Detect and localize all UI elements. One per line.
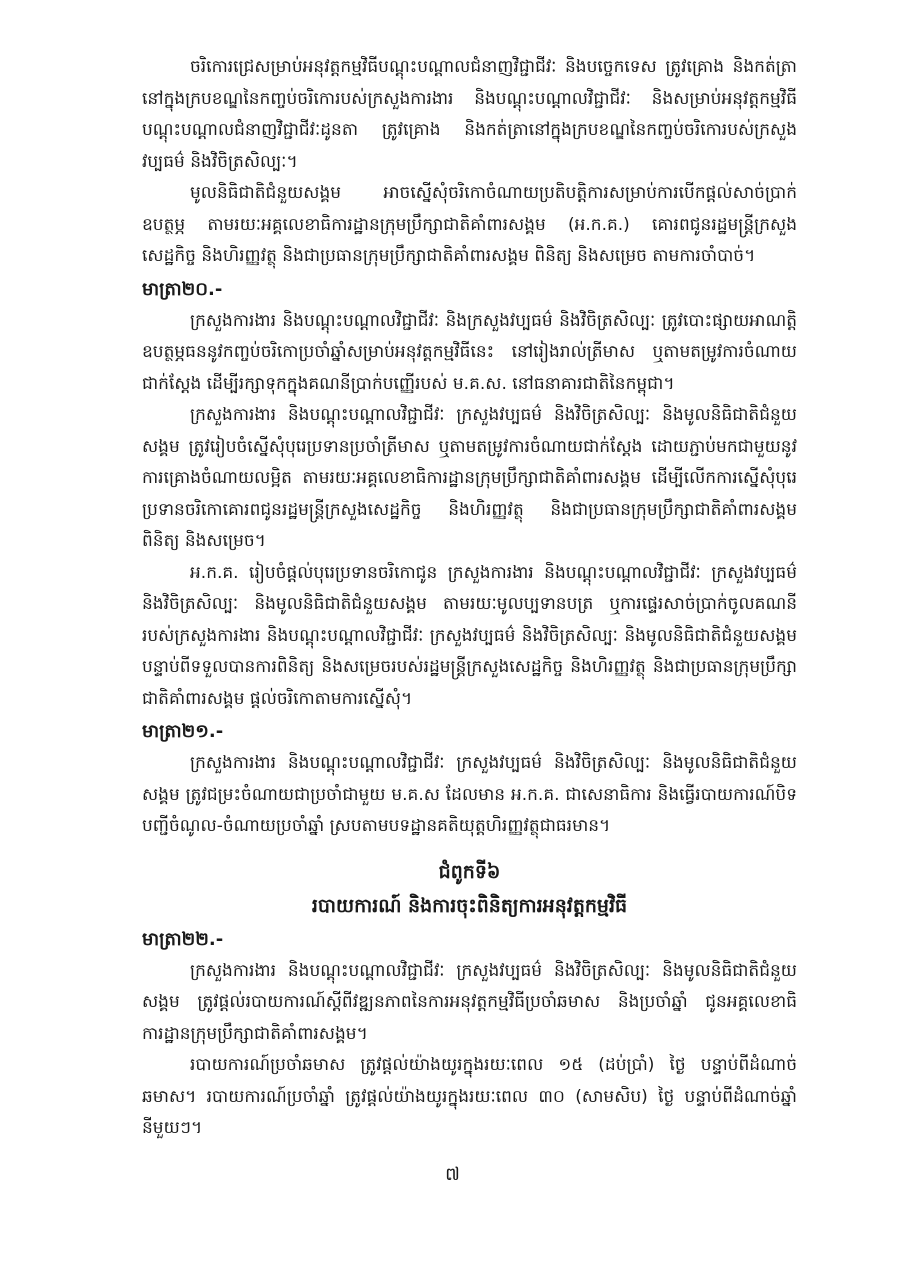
article-21-paragraph-1: ក្រសួងការងារ និងបណ្ដុះបណ្ដាលវិជ្ជាជីវៈ ក្រសួងវប្បធម៌ និងវិចិត្រសិល្បៈ និងមូលនិធិជាតិជំនួយសង្គម ត្រូវជម្រះចំណាយជាប្រចាំជាមួយ ម.គ.ស ដែលមាន អ.ក.គ. ជាសេនាធិការ និងធ្វើរបាយការណ៍បិទបញ្ជីចំណូល-ចំណាយប្រចាំឆ្នាំ ស្របតាមបទដ្ឋានគតិយុត្តហិរញ្ញវត្ថុជាធរមាន។ bbox=[142, 753, 797, 836]
article-22-paragraph-2: របាយការណ៍ប្រចាំឆមាស ត្រូវផ្ដល់យ៉ាងយូរក្នុងរយៈពេល ១៥ (ដប់ប្រាំ) ថ្ងៃ បន្ទាប់ពីដំណាច់ឆមាស។ របាយការណ៍ប្រចាំឆ្នាំ ត្រូវផ្ដល់យ៉ាងយូរក្នុងរយៈពេល ៣០ (សាមសិប) ថ្ងៃ បន្ទាប់ពីដំណាច់ឆ្នាំនីមួយៗ។ bbox=[142, 1055, 797, 1138]
chapter-title: ជំពូកទី៦ bbox=[438, 860, 501, 883]
article-22-paragraph-1: ក្រសួងការងារ និងបណ្ដុះបណ្ដាលវិជ្ជាជីវៈ ក្រសួងវប្បធម៌ និងវិចិត្រសិល្បៈ និងមូលនិធិជាតិជំនួយសង្គម ត្រូវផ្ដល់របាយការណ៍ស្ដីពីវឌ្ឍនភាពនៃការអនុវត្តកម្មវិធីប្រចាំឆមាស និងប្រចាំឆ្នាំ ជូនអគ្គលេខាធិការដ្ឋានក្រុមប្រឹក្សាជាតិគាំពារសង្គម។ bbox=[142, 960, 797, 1044]
article-20-paragraph-2: ក្រសួងការងារ និងបណ្ដុះបណ្ដាលវិជ្ជាជីវៈ ក្រសួងវប្បធម៌ និងវិចិត្រសិល្បៈ និងមូលនិធិជាតិជំនួយសង្គម ត្រូវរៀបចំស្នើសុំបុរេប្រទានប្រចាំត្រីមាស ឬតាមតម្រូវការចំណាយជាក់ស្ដែង ដោយភ្ជាប់មកជាមួយនូវការគ្រោងចំណាយលម្អិត តាមរយៈអគ្គលេខាធិការដ្ឋានក្រុមប្រឹក្សាជាតិគាំពារសង្គម ដើម្បីលើកការស្នើសុំបុរេប្រទានចរិកោគោរពជូនរដ្ឋមន្ត្រីក្រសួងសេដ្ឋកិច្ច និងហិរញ្ញវត្ថុ និងជាប្រធានក្រុមប្រឹក្សាជាតិគាំពារសង្គម ពិនិត្យ និងសម្រេច។ bbox=[142, 405, 797, 551]
article-21-heading: មាត្រា២១.- bbox=[142, 721, 224, 742]
page-number: ៧ bbox=[445, 1164, 460, 1185]
paragraph-operational-budget-request: មូលនិធិជាតិជំនួយសង្គម អាចស្នើសុំចរិកោចំណាយប្រតិបត្តិការសម្រាប់ការបើកផ្ដល់សាច់ប្រាក់ឧបត្ថម្ភ តាមរយៈអគ្គលេខាធិការដ្ឋានក្រុមប្រឹក្សាជាតិគាំពារសង្គម (អ.ក.គ.) គោរពជូនរដ្ឋមន្ត្រីក្រសួងសេដ្ឋកិច្ច និងហិរញ្ញវត្ថុ និងជាប្រធានក្រុមប្រឹក្សាជាតិគាំពារសង្គម ពិនិត្យ និងសម្រេច តាមការចាំបាច់។ bbox=[142, 183, 797, 266]
article-20-heading: មាត្រា២០.- bbox=[142, 278, 223, 300]
article-22-heading: មាត្រា២២.- bbox=[142, 928, 224, 950]
paragraph-funding-packages: ចរិកោរជ្រេសម្រាប់អនុវត្តកម្មវិធីបណ្ដុះបណ្ដាលជំនាញវិជ្ជាជីវៈ និងបច្ចេកទេស ត្រូវគ្រោង និងកត់ត្រានៅក្នុងក្របខណ្ឌនៃកញ្ចប់ចរិកោរបស់ក្រសួងការងារ និងបណ្ដុះបណ្ដាលវិជ្ជាជីវៈ និងសម្រាប់អនុវត្តកម្មវិធីបណ្ដុះបណ្ដាលជំនាញវិជ្ជាជីវៈដូនតា ត្រូវគ្រោង និងកត់ត្រានៅក្នុងក្របខណ្ឌនៃកញ្ចប់ចរិកោរបស់ក្រសួងវប្បធម៌ និងវិចិត្រសិល្បៈ។ bbox=[142, 57, 797, 172]
article-20-paragraph-3: អ.ក.គ. រៀបចំផ្ដល់បុរេប្រទានចរិកោជូន ក្រសួងការងារ និងបណ្ដុះបណ្ដាលវិជ្ជាជីវៈ ក្រសួងវប្បធម៌ និងវិចិត្រសិល្បៈ និងមូលនិធិជាតិជំនួយសង្គម តាមរយៈមូលប្បទានបត្រ ឬការផ្ទេរសាច់ប្រាក់ចូលគណនីរបស់ក្រសួងការងារ និងបណ្ដុះបណ្ដាលវិជ្ជាជីវៈ ក្រសួងវប្បធម៌ និងវិចិត្រសិល្បៈ និងមូលនិធិជាតិជំនួយសង្គម បន្ទាប់ពីទទួលបានការពិនិត្យ និងសម្រេចរបស់រដ្ឋមន្ត្រីក្រសួងសេដ្ឋកិច្ច និងហិរញ្ញវត្ថុ និងជាប្រធានក្រុមប្រឹក្សាជាតិគាំពារសង្គម ផ្ដល់ចរិកោតាមការស្នើសុំ។ bbox=[142, 562, 797, 709]
chapter-subtitle: របាយការណ៍ និងការចុះពិនិត្យការអនុវត្តកម្មវិធី bbox=[311, 894, 628, 917]
article-20-paragraph-1: ក្រសួងការងារ និងបណ្ដុះបណ្ដាលវិជ្ជាជីវៈ និងក្រសួងវប្បធម៌ និងវិចិត្រសិល្បៈ ត្រូវបោះផ្សាយអាណត្តិឧបត្ថម្ភធននូវកញ្ចប់ចរិកោប្រចាំឆ្នាំសម្រាប់អនុវត្តកម្មវិធីនេះ នៅរៀងរាល់ត្រីមាស ឬតាមតម្រូវការចំណាយជាក់ស្ដែង ដើម្បីរក្សាទុកក្នុងគណនីប្រាក់បញ្ញើរបស់ ម.គ.ស. នៅធនាគារជាតិនៃកម្ពុជា។ bbox=[142, 310, 797, 394]
